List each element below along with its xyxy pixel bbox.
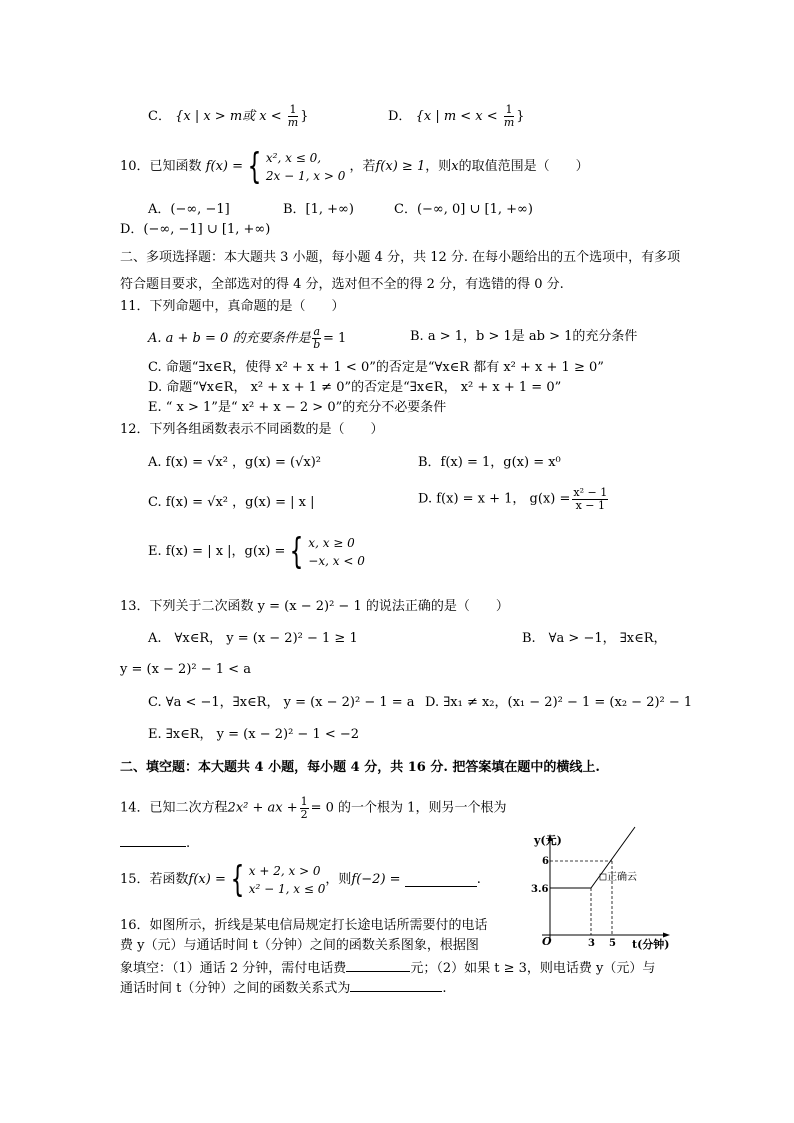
q13-option-a: A. ∀x∈R， y = (x − 2)² − 1 ≥ 1 [148, 631, 358, 646]
x-axis-arrow [663, 933, 670, 938]
q12-option-b: B．f(x) = 1，g(x) = x⁰ [418, 455, 561, 470]
x-axis-label: t(分钟) [632, 938, 670, 951]
q13-option-b-cont: y = (x − 2)² − 1 < a [120, 662, 251, 677]
q10-option-d: D．(−∞, −1] ∪ [1, +∞) [120, 222, 271, 237]
q14-answer-line[interactable]: . [120, 834, 190, 852]
section-fill-blank: 二、填空题：本大题共 4 小题，每小题 4 分，共 16 分. 把答案填在题中的横线上. [120, 760, 600, 775]
q16-line4: 通话时间 t（分钟）之间的函数关系式为 . [120, 981, 447, 996]
q12-option-e: E. f(x) = | x |，g(x) = { x, x ≥ 0 −x, x < 0 [148, 531, 365, 572]
q12-option-a: A. f(x) = √x² ，g(x) = (√x)² [148, 455, 321, 470]
y-tick-3-6: 3.6 [531, 884, 549, 895]
phone-fee-graph [528, 822, 678, 952]
q9-d-label: D． [388, 109, 412, 124]
x-tick-5: 5 [609, 938, 616, 949]
q9-option-c: C． {x | x > m或 x < $\frac{1}{m}$ } [148, 103, 309, 129]
q16-line2: 费 y（元）与通话时间 t（分钟）之间的函数关系图象，根据图 [120, 938, 479, 953]
q15-stem: 15．若函数f(x) = { x + 2, x > 0 x² − 1, x ≤ 0 ，则f(−2) = . [120, 859, 481, 900]
q11-option-b: B. a > 1，b > 1是 ab > 1的充分条件 [410, 329, 638, 344]
q13-stem: 13．下列关于二次函数 y = (x − 2)² − 1 的说法正确的是（ ） [120, 599, 509, 614]
q11-option-a: A. a + b = 0 的充要条件是 $\frac{a}{b}$ = 1 [148, 325, 347, 351]
q16-line3: 象填空：（1）通话 2 分钟，需付电话费 元；（2）如果 t ≥ 3，则电话费 y（元）与 [120, 961, 656, 976]
q13-option-d: D. ∃x₁ ≠ x₂，(x₁ − 2)² − 1 = (x₂ − 2)² − 1 [425, 695, 693, 710]
q12-option-d: D. f(x) = x + 1， g(x) = $\frac{\text{x² − 1}}{x - 1}$ [418, 486, 608, 512]
q10-option-a: A．(−∞, −1] [148, 202, 230, 217]
q11-option-e: E. “ x > 1”是“ x² + x − 2 > 0”的充分不必要条件 [148, 400, 447, 415]
q12-stem: 12．下列各组函数表示不同函数的是（ ） [120, 422, 384, 437]
q9-c-fraction: $\frac{1}{m}$ [287, 103, 299, 129]
section-multi-choice-line2: 符合题目要求，全部选对的得 4 分，选对但不全的得 2 分，有选错的得 0 分. [120, 277, 564, 292]
q16-blank-1[interactable] [346, 959, 410, 972]
q16-line1: 16．如图所示，折线是某电信局规定打长途电话所需要付的电话 [120, 918, 488, 933]
q14-stem: 14．已知二次方程2x² + ax + $\frac{1}{2}$ = 0 的一个根为 1，则另一个根为 [120, 795, 507, 821]
q15-answer-blank[interactable] [405, 874, 477, 887]
q9-d-text: {x | m < x < [415, 109, 498, 124]
y-tick-6: 6 [542, 856, 549, 867]
q11-stem: 11．下列命题中，真命题的是（ ） [120, 299, 345, 314]
q16-blank-2[interactable] [350, 979, 442, 992]
q13-option-c: C. ∀a < −1，∃x∈R， y = (x − 2)² − 1 = a [148, 695, 415, 710]
q9-c-label: C． [148, 109, 171, 124]
q10-option-b: B．[1, +∞) [283, 202, 354, 217]
q11-option-c: C. 命题“∃x∈R，使得 x² + x + 1 < 0”的否定是“∀x∈R 都有 x² + x + 1 ≥ 0” [148, 360, 604, 375]
origin-label: O [542, 935, 552, 948]
q9-d-fraction: $\frac{1}{m}$ [503, 103, 515, 129]
q13-option-b: B. ∀a > −1， ∃x∈R， [522, 631, 667, 646]
q13-option-e: E. ∃x∈R， y = (x − 2)² − 1 < −2 [148, 727, 360, 742]
q10-stem: 10．已知函数 f(x) = { x², x ≤ 0, 2x − 1, x > 0 ，若f(x) ≥ 1，则x的取值范围是（ ） [120, 146, 589, 187]
y-axis-label: y(元) [534, 834, 562, 847]
q14-answer-blank[interactable] [120, 834, 186, 847]
q9-c-text: {x | x > m或 x < [175, 109, 282, 124]
q12-option-c: C. f(x) = √x² ，g(x) = | x | [148, 495, 315, 510]
x-tick-3: 3 [588, 938, 595, 949]
q10-piecewise: x², x ≤ 0, 2x − 1, x > 0 [265, 151, 346, 183]
q10-option-c: C．(−∞, 0] ∪ [1, +∞) [394, 202, 533, 217]
q9-option-d: D． {x | m < x < $\frac{1}{m}$ } [388, 103, 525, 129]
q11-option-d: D. 命题“∀x∈R， x² + x + 1 ≠ 0”的否定是“∃x∈R， x² + x + 1 = 0” [148, 380, 562, 395]
section-multi-choice-line1: 二、多项选择题：本大题共 3 小题，每小题 4 分，共 12 分. 在每小题给出的五个选项中，有多项 [120, 250, 681, 265]
watermark-text: 正确云 [607, 872, 637, 883]
